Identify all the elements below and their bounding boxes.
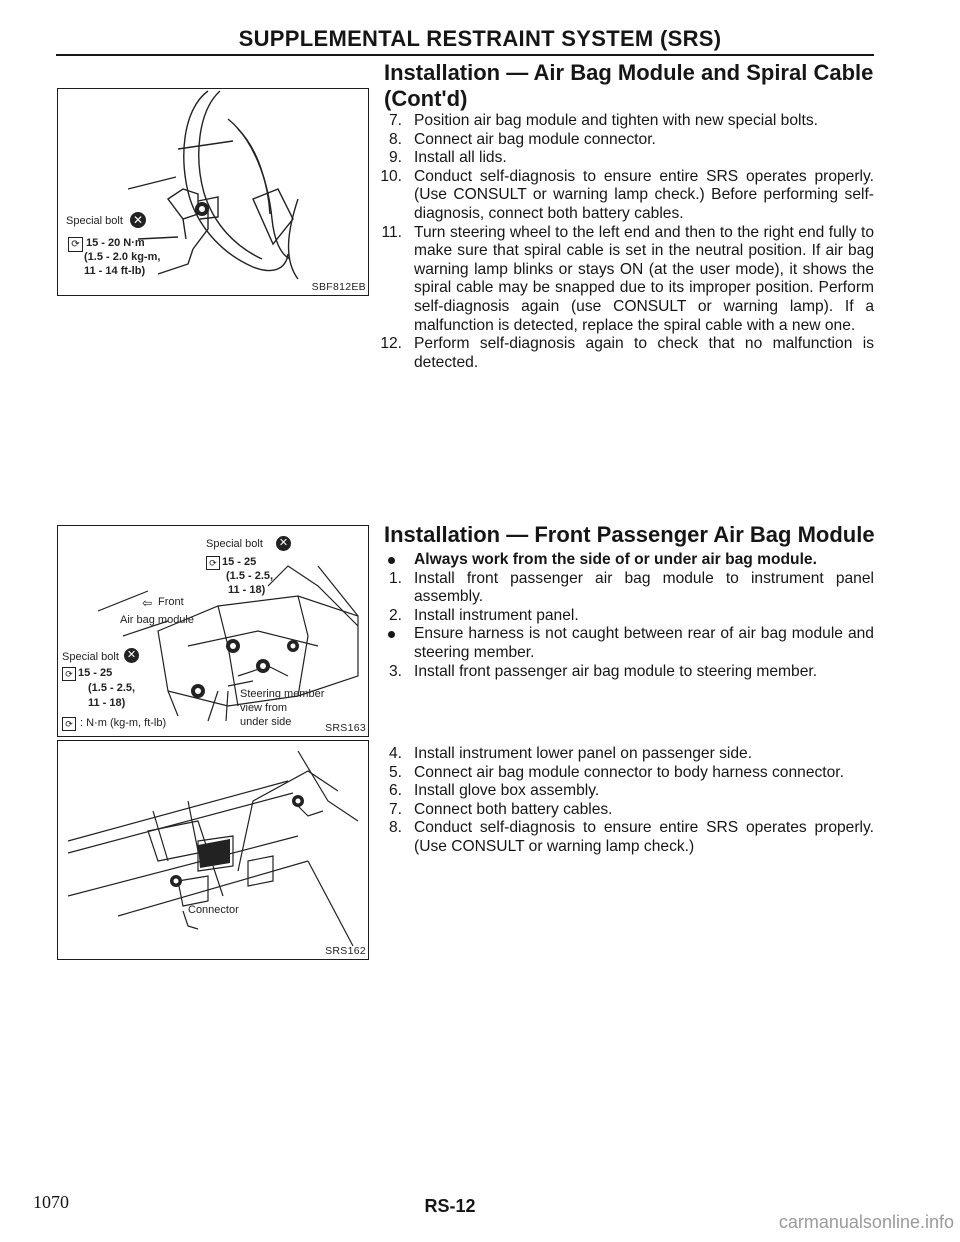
figure-connector [57, 740, 369, 960]
connector-drawing [58, 741, 368, 959]
page-header-title: SUPPLEMENTAL RESTRAINT SYSTEM (SRS) [238, 26, 722, 51]
step-number: 7. [388, 112, 402, 129]
front-arrow-icon: ⇦ [142, 596, 153, 610]
step-item-bullet [368, 551, 874, 570]
label-torque-ftlb: 11 - 14 ft-lb) [84, 265, 146, 277]
bullet-icon [388, 557, 395, 564]
step-list-section2a [368, 551, 874, 681]
step-number: 5. [388, 763, 402, 781]
step-text: Perform self-diagnosis again to check that no malfunction is detected. [414, 335, 874, 371]
torque-wrench-icon: ⟳ [206, 556, 220, 570]
label-torque-top-ftlb: 11 - 18) [228, 584, 266, 596]
label-torque-left-ftlb: 11 - 18) [88, 697, 126, 709]
label-special-bolt-left: Special bolt [62, 651, 119, 663]
label-torque-left-nm: 15 - 25 [78, 667, 113, 679]
section-title-airbag-spiral [384, 60, 884, 112]
step-item [368, 745, 874, 764]
figure-passenger-airbag [57, 525, 369, 737]
step-text: Connect air bag module connector to body harness connector. [414, 763, 844, 781]
step-list-section2b [368, 745, 874, 857]
new-part-icon: ✕ [276, 536, 291, 551]
header-rule [56, 54, 874, 56]
figure-code: SBF812EB [311, 281, 366, 293]
label-torque-nm: 15 - 20 N·m [86, 237, 145, 249]
figure-code: SRS163 [325, 722, 366, 734]
section-title-passenger-airbag: Installation — Front Passenger Air Bag Module [384, 522, 875, 547]
label-air-bag-module: Air bag module [120, 614, 194, 626]
torque-wrench-icon: ⟳ [62, 717, 76, 731]
step-item [368, 819, 874, 856]
label-torque-top-kgm: (1.5 - 2.5, [226, 570, 274, 582]
bullet-icon [388, 631, 395, 638]
label-view-from: view from [240, 702, 288, 714]
step-item [368, 570, 874, 607]
label-units: : N·m (kg-m, ft-lb) [80, 717, 167, 729]
step-item [368, 801, 874, 820]
step-text: Conduct self-diagnosis to ensure entire SRS operates properly. (Use CONSULT or warning lamp check.) Before performing self-diagnosis, connect both battery cables. [414, 167, 874, 222]
label-connector: Connector [188, 904, 239, 916]
step-item [368, 607, 874, 626]
torque-wrench-icon: ⟳ [68, 237, 83, 252]
step-item-bullet [368, 625, 874, 662]
step-number: 2. [388, 606, 402, 624]
label-special-bolt-top: Special bolt [206, 538, 263, 550]
step-number: 8. [388, 130, 402, 148]
label-front: Front [158, 596, 184, 608]
step-item [368, 149, 874, 168]
step-text: Install front passenger air bag module to instrument panel assembly. [414, 569, 874, 606]
step-item [368, 782, 874, 801]
page-code: RS-12 [424, 1196, 476, 1216]
step-number: 11. [381, 223, 402, 241]
step-text: Conduct self-diagnosis to ensure entire SRS operates properly. (Use CONSULT or warning lamp check.) [414, 819, 874, 855]
step-item [368, 224, 874, 336]
step-item [368, 335, 874, 372]
label-torque-left-kgm: (1.5 - 2.5, [88, 682, 136, 694]
step-number: 6. [388, 782, 402, 800]
step-number: 12. [380, 335, 402, 353]
label-special-bolt: Special bolt [66, 215, 123, 227]
step-text: Connect both battery cables. [414, 800, 613, 818]
step-text: Ensure harness is not caught between rear of air bag module and steering member. [414, 625, 874, 661]
page-number-left: 1070 [33, 1192, 69, 1212]
step-text: Install front passenger air bag module to steering member. [414, 662, 818, 680]
step-item [368, 168, 874, 224]
step-item [368, 764, 874, 783]
step-list-section1 [368, 112, 874, 372]
label-under-side: under side [240, 716, 292, 728]
step-text: Install glove box assembly. [414, 782, 600, 800]
step-text: Install instrument lower panel on passenger side. [414, 745, 753, 762]
step-text: Install instrument panel. [414, 606, 579, 624]
step-number: 4. [388, 745, 402, 762]
step-item [368, 131, 874, 150]
step-number: 9. [388, 149, 402, 167]
step-number: 1. [388, 569, 402, 587]
step-number: 7. [388, 800, 402, 818]
section-title-line1: Installation — Air Bag Module and Spiral Cable [384, 60, 874, 85]
label-torque-kgm: (1.5 - 2.0 kg-m, [84, 251, 161, 263]
step-text: Always work from the side of or under air bag module. [414, 551, 817, 568]
label-torque-top-nm: 15 - 25 [222, 556, 257, 568]
section-title-line2: (Cont'd) [384, 86, 468, 111]
new-part-icon: ✕ [124, 648, 139, 663]
watermark: carmanualsonline.info [778, 1212, 954, 1232]
figure-steering-wheel [57, 88, 369, 296]
step-item [368, 112, 874, 131]
torque-wrench-icon: ⟳ [62, 667, 76, 681]
step-text: Connect air bag module connector. [414, 130, 656, 148]
step-text: Position air bag module and tighten with new special bolts. [414, 112, 818, 129]
step-text: Install all lids. [414, 149, 507, 167]
step-number: 10. [380, 167, 402, 185]
figure-code: SRS162 [325, 945, 366, 957]
label-steering-member: Steering member [240, 688, 325, 700]
step-number: 3. [388, 662, 402, 680]
new-part-icon: ✕ [130, 212, 146, 228]
step-number: 8. [388, 819, 402, 837]
step-text: Turn steering wheel to the left end and then to the right end fully to make sure that spiral cable is set in the neutral position. If air bag warning lamp blinks or stays ON (at the user mode), it shows the spiral cable may be snapped due to its improper position. Perform self-diagnosis again (use CONSULT or warning lamp). If a malfunction is detected, replace the spiral cable with a new one. [414, 223, 874, 334]
step-item [368, 663, 874, 682]
